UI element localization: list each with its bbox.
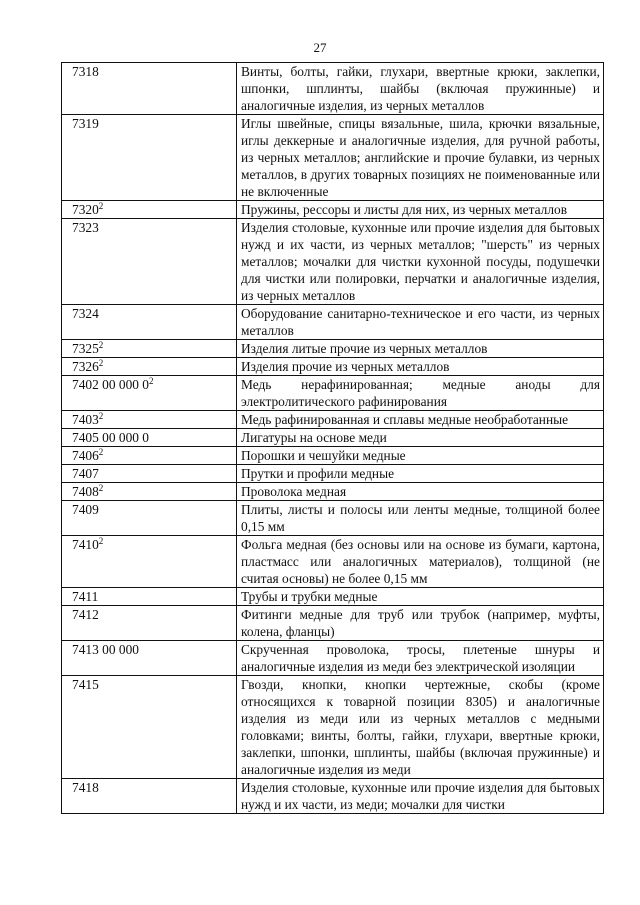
- hs-code-cell: [62, 63, 237, 115]
- hs-code: 7408: [72, 484, 99, 499]
- footnote-marker: 2: [98, 536, 104, 546]
- table-row: [62, 483, 604, 501]
- goods-description: Медь рафинированная и сплавы медные необработанные: [237, 411, 604, 429]
- hs-code-cell: [62, 588, 237, 606]
- hs-code: 7407: [72, 466, 99, 481]
- table-body: [62, 63, 604, 814]
- goods-description: Фитинги медные для труб или трубок (например, муфты, колена, фланцы): [237, 606, 604, 641]
- table-row: [62, 447, 604, 465]
- table-row: [62, 465, 604, 483]
- goods-description: Порошки и чешуйки медные: [237, 447, 604, 465]
- table-row: [62, 606, 604, 641]
- hs-code: 7405 00 000 0: [72, 430, 149, 445]
- tariff-codes-table: [61, 62, 604, 814]
- hs-code-cell: [62, 465, 237, 483]
- table-row: [62, 358, 604, 376]
- goods-description: Лигатуры на основе меди: [237, 429, 604, 447]
- footnote-marker: 2: [98, 201, 104, 211]
- goods-description: Фольга медная (без основы или на основе из бумаги, картона, пластмасс или аналогичных материалов), толщиной (не считая основы) не более 0,15 мм: [237, 536, 604, 588]
- hs-code-cell: [62, 429, 237, 447]
- table-row: [62, 536, 604, 588]
- footnote-marker: 2: [98, 447, 104, 457]
- goods-description: Скрученная проволока, тросы, плетеные шнуры и аналогичные изделия из меди без электрической изоляции: [237, 641, 604, 676]
- hs-code-cell: [62, 358, 237, 376]
- hs-code-cell: [62, 201, 237, 219]
- table-row: [62, 340, 604, 358]
- goods-description: Трубы и трубки медные: [237, 588, 604, 606]
- goods-description: Проволока медная: [237, 483, 604, 501]
- goods-description: Медь нерафинированная; медные аноды для электролитического рафинирования: [237, 376, 604, 411]
- hs-code-cell: [62, 447, 237, 465]
- hs-code: 7318: [72, 64, 99, 79]
- hs-code: 7411: [72, 589, 99, 604]
- table-row: [62, 376, 604, 411]
- page-number: 27: [313, 40, 327, 55]
- goods-description: Гвозди, кнопки, кнопки чертежные, скобы (кроме относящихся к товарной позиции 8305) и аналогичные изделия из меди или из черных металлов с медными головками; винты, болты, гайки, глухари, ввертные крюки, заклепки, шпонки, шплинты, шайбы (включая пружинные) и аналогичные изделия из меди: [237, 676, 604, 779]
- hs-code: 7418: [72, 780, 99, 795]
- table-row: [62, 676, 604, 779]
- hs-code-cell: [62, 340, 237, 358]
- hs-code: 7415: [72, 677, 99, 692]
- table-row: [62, 641, 604, 676]
- goods-description: Оборудование санитарно-техническое и его части, из черных металлов: [237, 305, 604, 340]
- goods-description: Иглы швейные, спицы вязальные, шила, крючки вязальные, иглы деккерные и аналогичные изделия, для ручной работы, из черных металлов; английские и прочие булавки, из черных металлов, в других товарных позициях не поименованные или не включенные: [237, 115, 604, 201]
- table-row: [62, 305, 604, 340]
- hs-code-cell: [62, 779, 237, 814]
- footnote-marker: 2: [98, 411, 104, 421]
- goods-description: Плиты, листы и полосы или ленты медные, толщиной более 0,15 мм: [237, 501, 604, 536]
- goods-description: Винты, болты, гайки, глухари, ввертные крюки, заклепки, шпонки, шплинты, шайбы (включая пружинные) и аналогичные изделия, из черных металлов: [237, 63, 604, 115]
- goods-description: Изделия столовые, кухонные или прочие изделия для бытовых нужд и их части, из черных металлов; "шерсть" из черных металлов; мочалки для чистки кухонной посуды, подушечки для чистки или полировки, перчатки и аналогичные изделия, из черных металлов: [237, 219, 604, 305]
- goods-description: Изделия литые прочие из черных металлов: [237, 340, 604, 358]
- hs-code: 7402 00 000 0: [72, 377, 149, 392]
- hs-code: 7410: [72, 537, 99, 552]
- hs-code-cell: [62, 606, 237, 641]
- hs-code-cell: [62, 376, 237, 411]
- hs-code: 7409: [72, 502, 99, 517]
- hs-code-cell: [62, 305, 237, 340]
- table-row: [62, 588, 604, 606]
- hs-code: 7324: [72, 306, 99, 321]
- goods-description: Изделия прочие из черных металлов: [237, 358, 604, 376]
- hs-code-cell: [62, 219, 237, 305]
- table-row: [62, 411, 604, 429]
- goods-description: Изделия столовые, кухонные или прочие изделия для бытовых нужд и их части, из меди; мочалки для чистки: [237, 779, 604, 814]
- hs-code-cell: [62, 536, 237, 588]
- footnote-marker: 2: [98, 340, 104, 350]
- hs-code-cell: [62, 501, 237, 536]
- table-row: [62, 779, 604, 814]
- hs-code-cell: [62, 411, 237, 429]
- hs-code: 7320: [72, 202, 99, 217]
- footnote-marker: 2: [98, 358, 104, 368]
- hs-code: 7413 00 000: [72, 642, 139, 657]
- hs-code: 7412: [72, 607, 99, 622]
- table-row: [62, 115, 604, 201]
- goods-description: Прутки и профили медные: [237, 465, 604, 483]
- hs-code: 7403: [72, 412, 99, 427]
- hs-code: 7325: [72, 341, 99, 356]
- footnote-marker: 2: [149, 376, 154, 386]
- hs-code-cell: [62, 676, 237, 779]
- table-row: [62, 201, 604, 219]
- hs-code-cell: [62, 483, 237, 501]
- hs-code: 7323: [72, 220, 99, 235]
- table-row: [62, 429, 604, 447]
- hs-code: 7319: [72, 116, 99, 131]
- goods-description: Пружины, рессоры и листы для них, из черных металлов: [237, 201, 604, 219]
- hs-code-cell: [62, 641, 237, 676]
- table-row: [62, 501, 604, 536]
- hs-code: 7406: [72, 448, 99, 463]
- hs-code: 7326: [72, 359, 99, 374]
- footnote-marker: 2: [98, 483, 104, 493]
- table-row: [62, 219, 604, 305]
- table-row: [62, 63, 604, 115]
- hs-code-cell: [62, 115, 237, 201]
